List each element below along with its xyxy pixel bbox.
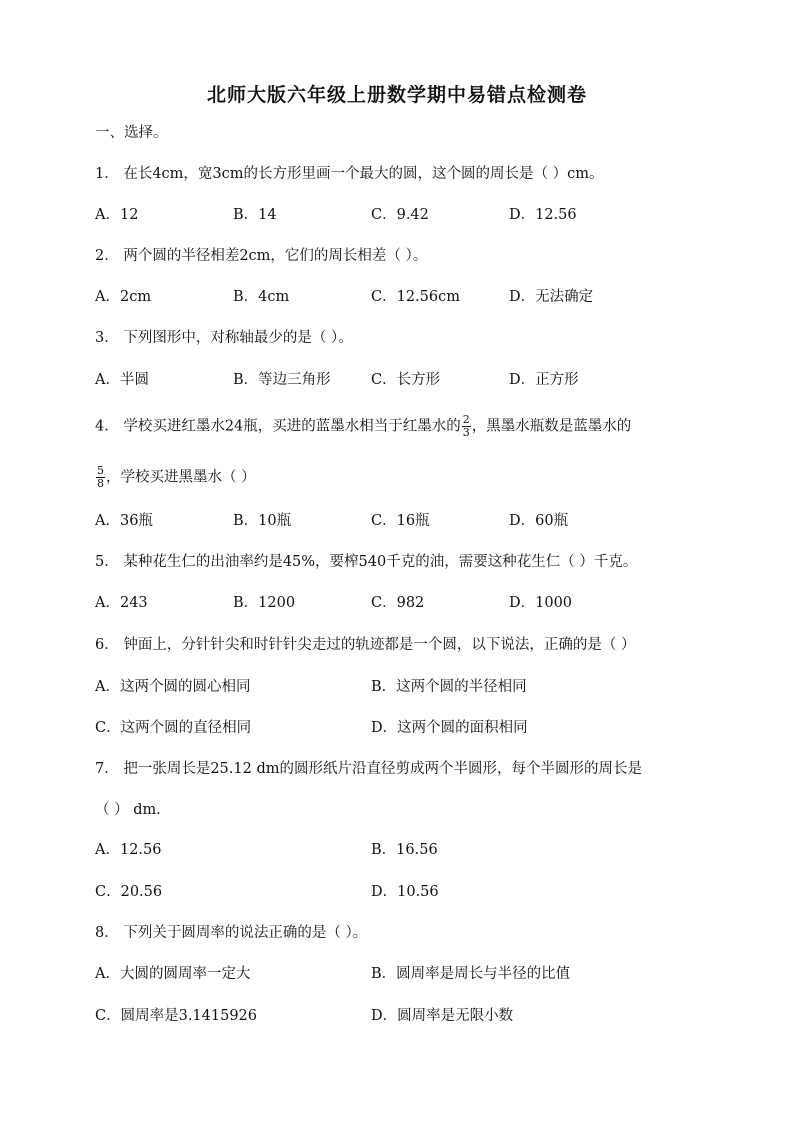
question-2-stem: 2． 两个圆的半径相差2cm，它们的周长相差（ ）。 (95, 248, 428, 264)
question-8-stem: 8． 下列关于圆周率的说法正确的是（ ）。 (95, 925, 368, 941)
q5-option-c[interactable]: C．982 (371, 595, 425, 611)
page-title: 北师大版六年级上册数学期中易错点检测卷 (206, 84, 587, 106)
q4-stem-part1: 4． 学校买进红墨水24瓶，买进的蓝墨水相当于红墨水的 (95, 418, 461, 435)
fraction-numerator: 2 (462, 413, 470, 426)
question-3-stem: 3． 下列图形中，对称轴最少的是（ ）。 (95, 330, 353, 346)
q6-option-a[interactable]: A．这两个圆的圆心相同 (95, 679, 251, 695)
q4-stem-part2: ，黑墨水瓶数是蓝墨水的 (471, 418, 632, 435)
q1-option-c[interactable]: C．9.42 (371, 207, 429, 223)
q3-option-b[interactable]: B．等边三角形 (233, 372, 331, 388)
fraction-two-thirds (462, 414, 471, 439)
question-4-stem-cont (95, 465, 256, 490)
q2-option-b[interactable]: B．4cm (233, 289, 290, 305)
q4-option-b[interactable]: B．10瓶 (233, 513, 292, 529)
q7-option-a[interactable]: A．12.56 (95, 842, 162, 858)
q4-option-c[interactable]: C．16瓶 (371, 513, 430, 529)
q4-option-d[interactable]: D．60瓶 (509, 513, 569, 529)
question-6-stem: 6． 钟面上，分针针尖和时针针尖走过的轨迹都是一个圆，以下说法，正确的是（ ） (95, 637, 636, 653)
q1-option-a[interactable]: A．12 (95, 207, 139, 223)
question-7-stem-cont: （ ） dm． (95, 802, 171, 818)
q2-option-a[interactable]: A．2cm (95, 289, 152, 305)
q1-option-b[interactable]: B．14 (233, 207, 277, 223)
fraction-numerator: 5 (97, 464, 104, 477)
fraction-denominator: 3 (462, 426, 470, 439)
q2-option-c[interactable]: C．12.56cm (371, 289, 460, 305)
q6-option-c[interactable]: C．这两个圆的直径相同 (95, 720, 252, 736)
q5-option-b[interactable]: B．1200 (233, 595, 296, 611)
q3-option-c[interactable]: C．长方形 (371, 372, 441, 388)
question-7-stem: 7． 把一张周长是25.12 dm的圆形纸片沿直径剪成两个半圆形，每个半圆形的周长是 (95, 761, 642, 777)
q2-option-d[interactable]: D．无法确定 (509, 289, 594, 305)
q8-option-b[interactable]: B．圆周率是周长与半径的比值 (371, 966, 571, 982)
q8-option-a[interactable]: A．大圆的圆周率一定大 (95, 966, 251, 982)
q6-option-d[interactable]: D．这两个圆的面积相同 (371, 720, 528, 736)
q8-option-d[interactable]: D．圆周率是无限小数 (371, 1008, 514, 1024)
section-heading: 一、选择。 (95, 125, 168, 141)
q1-option-d[interactable]: D．12.56 (509, 207, 577, 223)
q4-option-a[interactable]: A．36瓶 (95, 513, 153, 529)
fraction-five-eighths (96, 465, 105, 490)
q8-option-c[interactable]: C．圆周率是3.1415926 (95, 1008, 258, 1024)
q6-option-b[interactable]: B．这两个圆的半径相同 (371, 679, 527, 695)
q3-option-d[interactable]: D．正方形 (509, 372, 579, 388)
q7-option-d[interactable]: D．10.56 (371, 884, 439, 900)
question-1-stem: 1． 在长4cm，宽3cm的长方形里画一个最大的圆，这个圆的周长是（ ）cm。 (95, 166, 604, 182)
fraction-denominator: 8 (97, 477, 104, 490)
question-5-stem: 5． 某种花生仁的出油率约是45%，要榨540千克的油，需要这种花生仁（ ）千克。 (95, 554, 638, 570)
q4-stem-part3: ，学校买进黑墨水（ ） (106, 469, 256, 486)
q7-option-b[interactable]: B．16.56 (371, 842, 438, 858)
q7-option-c[interactable]: C．20.56 (95, 884, 163, 900)
q3-option-a[interactable]: A．半圆 (95, 372, 149, 388)
q5-option-a[interactable]: A．243 (95, 595, 148, 611)
question-4-stem (95, 414, 631, 439)
q5-option-d[interactable]: D．1000 (509, 595, 573, 611)
